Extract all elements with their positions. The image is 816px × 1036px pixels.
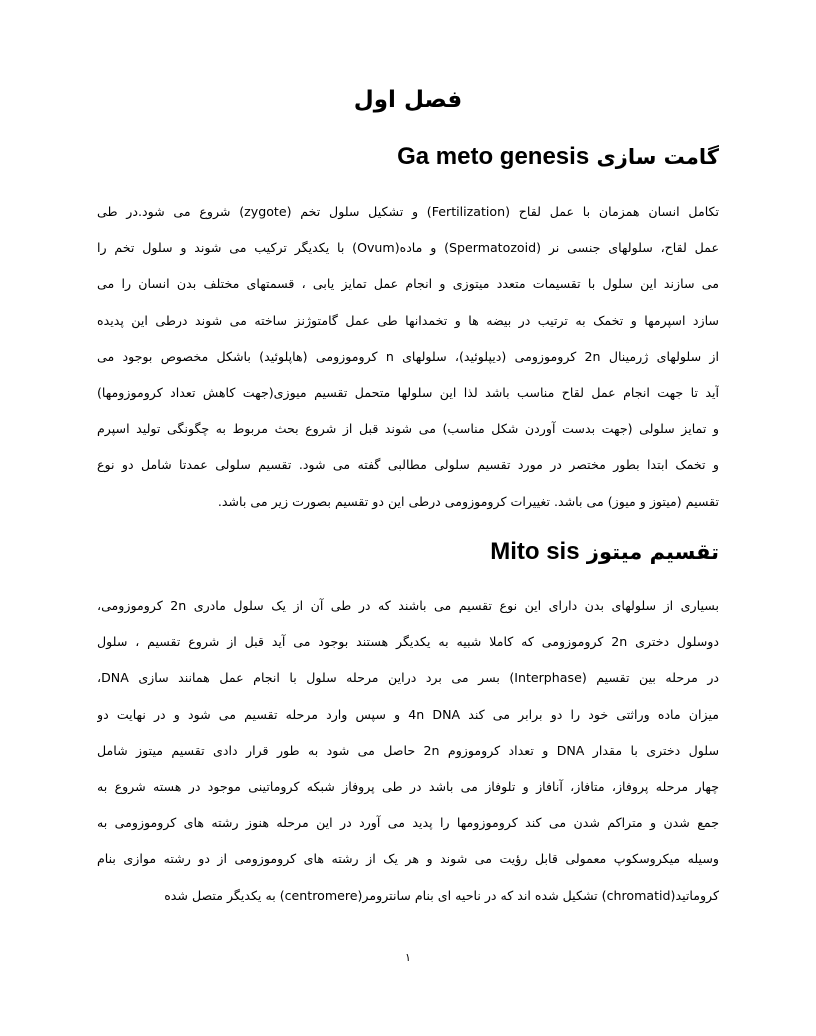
text-line: کروماتید(chromatid) تشکیل شده اند که در ناحیه ای بنام سانترومر(centromere) به یکدیگر متصل شده	[164, 887, 719, 903]
section-heading-gametogenesis	[389, 140, 719, 174]
text-line: و تمایز سلولی (جهت بدست آوردن شکل مناسب) می شوند قبل از شروع بحث مربوط به چگونگی تولید اسپرم	[97, 421, 719, 437]
paragraph-mitosis	[97, 588, 719, 914]
section-title-latin: Ga meto genesis	[397, 143, 590, 170]
text-line: وسیله میکروسکوپ معمولی قابل رؤیت می شوند و هر یک از رشته های کروموزومی از دو رشته موازی بنام	[97, 851, 719, 867]
text-line: جمع شدن و متراکم شدن می کند کروموزومها را پدید می آورد در این مرحله هنوز رشته های کروموزومی به	[97, 815, 719, 831]
section-title-persian: گامت سازی	[596, 145, 719, 169]
text-line: سلول دختری با مقدار DNA و تعداد کروموزوم 2n حاصل می شود به طور قرار دادی تقسیم میتوز شامل	[97, 742, 719, 758]
text-line: سازد اسپرمها و تخمک به ترتیب در بیضه ها و تخمدانها طی عمل گامتوژنز ساخته می شوند درطی این پدیده	[97, 312, 719, 328]
text-line: چهار مرحله پروفاز، متافاز، آنافاز و تلوفاز می باشد در طی پروفاز شبکه کروماتینی موجود در هسته شروع به	[97, 778, 719, 794]
text-line: در مرحله بین تقسیم (Interphase) بسر می برد دراین مرحله سلول با انجام عمل همانند سازی DNA،	[97, 670, 719, 686]
section-title-latin: Mito sis	[490, 538, 580, 565]
page-number: ۱	[405, 951, 411, 964]
section-title-persian: تقسیم میتوز	[586, 540, 719, 564]
text-line: آید تا جهت انجام عمل لقاح مناسب باشد لذا این سلولها متحمل تقسیم میوزی(جهت کاهش تعداد کروموزومها)	[97, 384, 719, 400]
text-line: دوسلول دختری 2n کروموزومی که کاملا شبیه به یکدیگر هستند بوجود می آید قبل از شروع تقسیم ، سلول	[97, 634, 719, 650]
text-line: می سازند این سلول با تقسیمات متعدد میتوزی و انجام عمل تمایز یابی ، قسمتهای مختلف بدن انسان را می	[97, 276, 719, 292]
section-heading-mitosis	[482, 535, 719, 569]
text-line: از سلولهای ژرمینال 2n کروموزومی (دیپلوئید)، سلولهای n کروموزومی (هاپلوئید) باشکل مخصوص بوجود می	[97, 348, 719, 364]
text-line: میزان ماده وراثتی خود را دو برابر می کند 4n DNA و سپس وارد مرحله تقسیم می شود و در نهایت دو	[97, 706, 719, 722]
text-line: عمل لقاح، سلولهای جنسی نر (Spermatozoid) و ماده(Ovum) با یکدیگر ترکیب می شوند و سلول تخم را	[97, 240, 719, 256]
chapter-title: فصل اول	[353, 87, 463, 113]
text-line: تقسیم (میتوز و میوز) می باشد. تغییرات کروموزومی درطی این دو تقسیم بصورت زیر می باشد.	[217, 493, 719, 509]
text-line: و تخمک ابتدا بطور مختصر در مورد تقسیم سلولی مطالبی گفته می شود. تقسیم سلولی عمدتا شامل دو نوع	[97, 457, 719, 473]
paragraph-gametogenesis	[97, 194, 719, 520]
text-line: تکامل انسان همزمان با عمل لقاح (Fertilization) و تشکیل سلول تخم (zygote) شروع می شود.در طی	[97, 204, 719, 219]
text-line: بسیاری از سلولهای بدن دارای این نوع تقسیم می باشند که در طی آن از یک سلول مادری 2n کروموزومی،	[97, 598, 719, 613]
